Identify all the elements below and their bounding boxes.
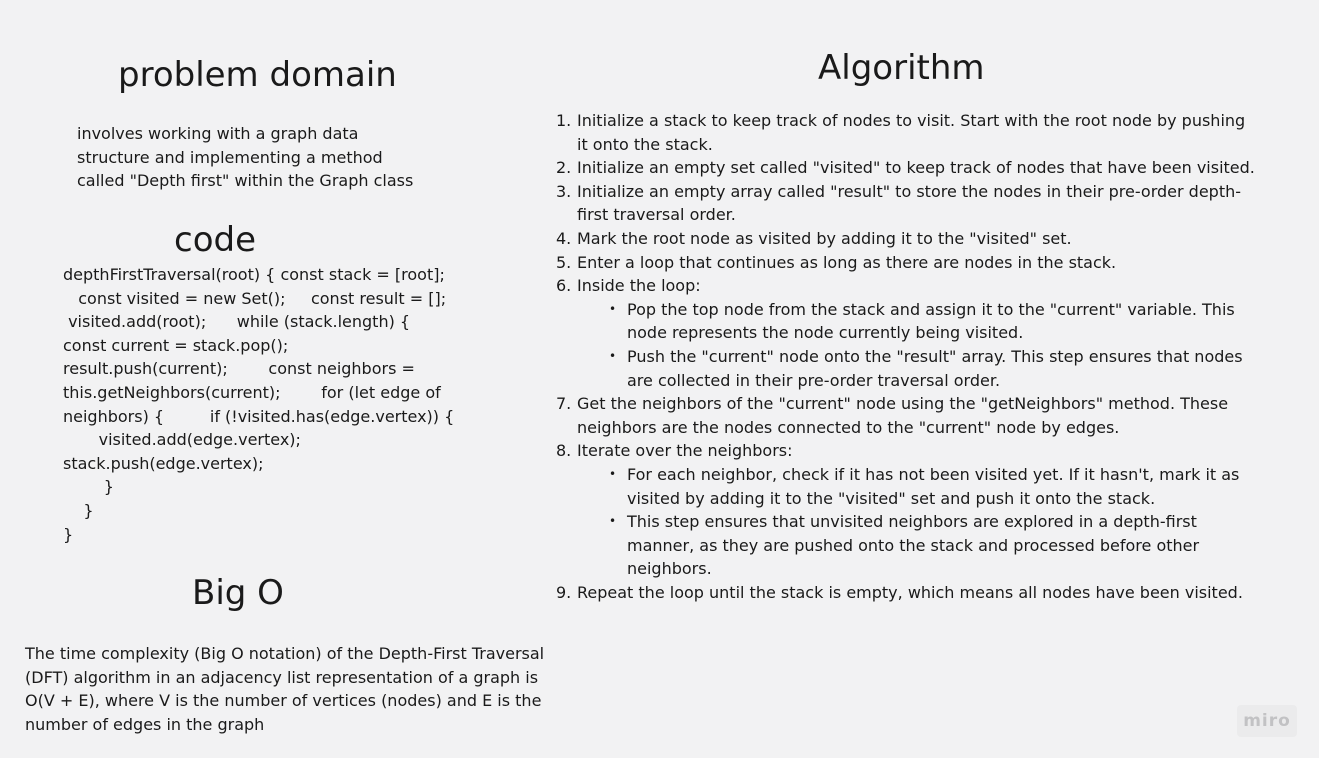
code-line: const current = stack.pop(); xyxy=(63,335,289,355)
step-text: Initialize a stack to keep track of nodes to visit. Start with the root node by pushing it onto the stack. xyxy=(577,111,1246,154)
step-number: 4. xyxy=(556,228,572,248)
code-title: code xyxy=(174,220,256,260)
step-sub-list xyxy=(577,298,1256,392)
step-text: Get the neighbors of the "current" node using the "getNeighbors" method. These neighbors are the nodes connected to the "current" node by edges. xyxy=(577,394,1229,437)
step-text: Initialize an empty set called "visited" to keep track of nodes that have been visited. xyxy=(577,158,1255,178)
step-sub-list xyxy=(577,463,1256,581)
code-snippet xyxy=(63,263,455,546)
step-number: 3. xyxy=(556,181,572,201)
big-o-text: The time complexity (Big O notation) of the Depth-First Traversal (DFT) algorithm in an adjacency list representation of a graph is O(V + E), where V is the number of vertices (nodes) and E is the number of edges in the graph xyxy=(25,644,545,734)
sub-step-text: Push the "current" node onto the "result" array. This step ensures that nodes are collected in their pre-order traversal order. xyxy=(627,346,1243,390)
algorithm-step xyxy=(556,251,1256,275)
code-line: const visited = new Set(); const result = []; xyxy=(63,288,447,308)
code-line: stack.push(edge.vertex); xyxy=(63,453,264,473)
code-line: neighbors) { if (!visited.has(edge.vertex)) { xyxy=(63,406,455,426)
code-line: visited.add(root); while (stack.length) { xyxy=(63,312,411,332)
code-line: this.getNeighbors(current); for (let edge of xyxy=(63,382,441,402)
step-number: 8. xyxy=(556,441,572,461)
sub-step xyxy=(609,510,1256,581)
step-number: 9. xyxy=(556,582,572,602)
code-line: } xyxy=(63,477,114,497)
sub-step-text: Pop the top node from the stack and assign it to the "current" variable. This node represents the node currently being visited. xyxy=(627,299,1235,343)
code-line: } xyxy=(63,500,94,520)
bullet-icon: • xyxy=(609,301,617,316)
step-text: Mark the root node as visited by adding it to the "visited" set. xyxy=(577,228,1072,248)
code-line: visited.add(edge.vertex); xyxy=(63,430,301,450)
bullet-icon: • xyxy=(609,466,617,481)
problem-domain-title: problem domain xyxy=(118,55,397,95)
sub-step xyxy=(609,298,1256,345)
problem-domain-text: involves working with a graph data structure and implementing a method called "Depth first" within the Graph class xyxy=(77,124,414,191)
algorithm-step xyxy=(556,156,1256,180)
code-line: } xyxy=(63,524,74,544)
code-line: result.push(current); const neighbors = xyxy=(63,359,415,379)
algorithm-title: Algorithm xyxy=(818,48,985,88)
step-text: Initialize an empty array called "result" to store the nodes in their pre-order depth-first traversal order. xyxy=(577,181,1242,225)
algorithm-steps-list xyxy=(556,109,1256,604)
algorithm-step xyxy=(556,392,1256,439)
algorithm-step xyxy=(556,439,1256,581)
algorithm-step xyxy=(556,180,1256,227)
step-text: Inside the loop: xyxy=(577,276,701,296)
step-text: Iterate over the neighbors: xyxy=(577,441,793,461)
step-text: Repeat the loop until the stack is empty, which means all nodes have been visited. xyxy=(577,582,1243,602)
sub-step xyxy=(609,463,1256,510)
step-number: 2. xyxy=(556,158,572,178)
miro-logo[interactable]: miro xyxy=(1237,705,1297,737)
bullet-icon: • xyxy=(609,514,617,529)
algorithm-step xyxy=(556,581,1256,605)
step-number: 6. xyxy=(556,276,572,296)
step-text: Enter a loop that continues as long as there are nodes in the stack. xyxy=(577,252,1117,272)
bullet-icon: • xyxy=(609,348,617,363)
big-o-title: Big O xyxy=(192,573,284,613)
sub-step xyxy=(609,345,1256,392)
step-number: 1. xyxy=(556,111,572,130)
algorithm-step xyxy=(556,227,1256,251)
sub-step-text: For each neighbor, check if it has not been visited yet. If it hasn't, mark it as visited by adding it to the "visited" set and push it onto the stack. xyxy=(627,464,1240,508)
algorithm-step xyxy=(556,109,1256,156)
sub-step-text: This step ensures that unvisited neighbors are explored in a depth-first manner, as they are pushed onto the stack and processed before other neighbors. xyxy=(627,512,1200,579)
step-number: 5. xyxy=(556,252,572,272)
step-number: 7. xyxy=(556,394,572,414)
algorithm-step xyxy=(556,274,1256,392)
code-line: depthFirstTraversal(root) { const stack = [root]; xyxy=(63,265,445,284)
